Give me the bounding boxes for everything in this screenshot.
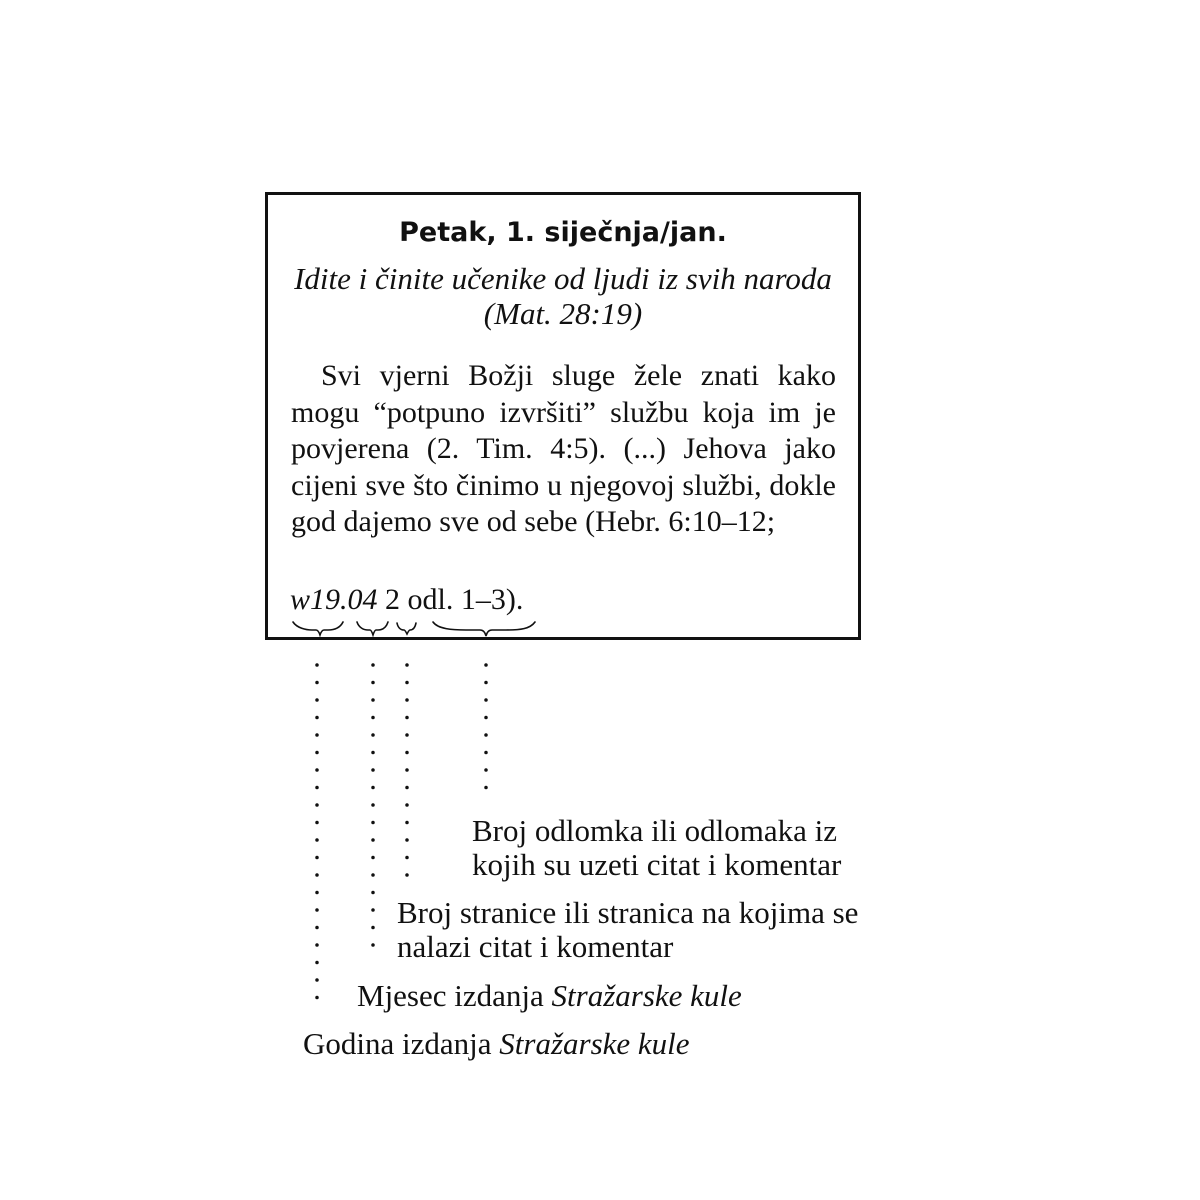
citation-paragraphs: odl. 1–3).	[407, 583, 524, 616]
card-commentary-text: Svi vjerni Božji sluge žele znati kako mogu “potpuno izvršiti” službu koja im je povjerena (2. Tim. 4:5). (...) Jehova jako cijeni sve što činimo u njegovoj službi, dokle god dajemo sve od sebe (Hebr. 6:10–12;	[291, 359, 836, 538]
label-year-prefix: Godina izdanja	[303, 1026, 492, 1061]
brace-paragraphs	[433, 622, 535, 636]
brace-page	[397, 623, 416, 634]
label-page-line1: Broj stranice ili stranica na kojima se	[397, 895, 859, 930]
label-page-line2: nalazi citat i komentar	[397, 929, 674, 964]
citation-page: 2	[385, 583, 401, 616]
citation-month: 04	[347, 583, 378, 616]
card-scripture-quote: Idite i činite učenike od ljudi iz svih naroda (Mat. 28:19)	[294, 261, 832, 331]
label-paragraph-line1: Broj odlomka ili odlomaka iz	[472, 813, 838, 848]
label-paragraph-line2: kojih su uzeti citat i komentar	[472, 847, 842, 882]
brace-year	[293, 622, 343, 635]
label-issue-month	[357, 979, 742, 1013]
label-year-publication: Stražarske kule	[499, 1026, 690, 1061]
label-month-prefix: Mjesec izdanja	[357, 978, 544, 1013]
label-page-numbers	[397, 896, 858, 964]
label-paragraph-numbers	[472, 814, 841, 882]
label-issue-year	[303, 1027, 690, 1061]
citation-dot: .	[340, 583, 348, 616]
label-month-publication: Stražarske kule	[551, 978, 742, 1013]
brace-month	[357, 622, 388, 635]
card-date-title: Petak, 1. siječnja/jan.	[399, 217, 727, 248]
citation-year: w19	[290, 583, 341, 616]
